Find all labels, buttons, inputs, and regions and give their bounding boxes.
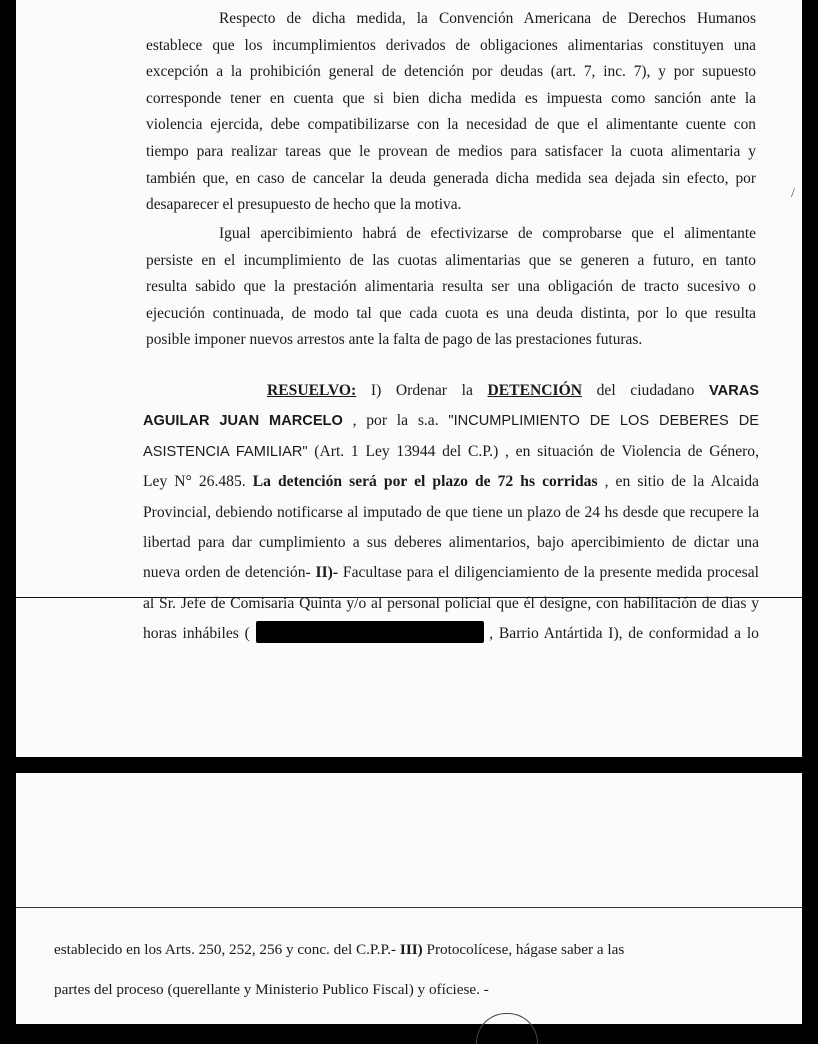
resolution-line: Provincial, debiendo notificarse al imputado de que tiene un plazo de 24 hs desde que recupere la xyxy=(143,503,759,521)
resolution-text: I) Ordenar la xyxy=(370,382,473,399)
section-number: III) xyxy=(399,941,423,958)
accused-name: VARAS xyxy=(709,383,760,399)
paragraph-2 xyxy=(146,221,756,354)
redaction-bar xyxy=(256,621,484,643)
paragraph-1-line: desaparecer el presupuesto de hecho que la motiva. xyxy=(146,196,462,214)
resolution-text: , Barrio Antártida I), de conformidad a lo xyxy=(489,625,759,643)
resolution-text: horas inhábiles ( xyxy=(143,625,250,643)
detencion-word: DETENCIÓN xyxy=(487,382,582,399)
page-2-line: partes del proceso (querellante y Ministerio Publico Fiscal) y ofíciese. - xyxy=(54,981,489,998)
resolution-line: al Sr. Jefe de Comisaria Quinta y/o al personal policial que él designe, con habilitación de días y xyxy=(143,594,759,612)
section-number: II)- xyxy=(315,564,339,582)
margin-mark: / xyxy=(791,186,795,201)
accused-name: AGUILAR JUAN MARCELO xyxy=(143,413,343,430)
closing-text: establecido en los Arts. 250, 252, 256 y conc. del C.P.P.- xyxy=(54,941,397,958)
resolution-line: libertad para dar cumplimiento a sus deberes alimentarios, bajo apercibimiento de dictar una xyxy=(143,533,759,551)
paragraph-2-line: resulta sabido que la prestación alimentaria resulta ser una obligación de tracto sucesivo o xyxy=(146,278,756,296)
page-2-line xyxy=(54,941,694,959)
charge-text: "INCUMPLIMIENTO DE LOS DEBERES DE xyxy=(448,413,759,430)
scan-fold-line xyxy=(16,597,802,598)
law-reference: (Art. 1 Ley 13944 del C.P.) xyxy=(314,442,499,460)
paragraph-2-line: ejecución continuada, de modo tal que cada cuota es una deuda distinta, por lo que resulta xyxy=(146,304,756,322)
document-page-2 xyxy=(16,773,802,1024)
paragraph-1-line: excepción a la prohibición general de detención por deudas (art. 7, inc. 7), y por supuesto xyxy=(146,63,756,81)
charge-text: ASISTENCIA FAMILIAR" xyxy=(143,443,308,460)
paragraph-1-line: tiempo para realizar tareas que le provean de medios para satisfacer la cuota alimentaria y xyxy=(146,142,756,160)
resolution-line xyxy=(143,619,759,649)
paragraph-1-line: corresponde tener en cuenta que si bien dicha medida es impuesta como sanción ante la xyxy=(146,89,756,107)
paragraph-2-line: Igual apercibimiento habrá de efectivizarse de comprobarse que el alimentante xyxy=(219,225,756,242)
paragraph-1-line: violencia ejercida, debe compatibilizarse con la necesidad de que el alimentante cuente con xyxy=(146,116,756,134)
resolution-line xyxy=(143,406,759,436)
paragraph-1-line: también que, en caso de cancelar la deuda generada dicha medida sea dejada sin efecto, por xyxy=(146,169,756,187)
resolution-text: del ciudadano xyxy=(596,382,695,399)
resolution-text: Ley N° 26.485. xyxy=(143,473,246,491)
paragraph-2-line: posible imponer nuevos arrestos ante la falta de pago de las prestaciones futuras. xyxy=(146,331,643,349)
paragraph-1-line: Respecto de dicha medida, la Convención Americana de Derechos Humanos xyxy=(219,10,756,27)
stamp-arc xyxy=(476,1013,538,1044)
scan-fold-line xyxy=(16,907,802,908)
resolution-text: , por la s.a. xyxy=(352,412,439,430)
detention-term: La detención será por el plazo de 72 hs corridas xyxy=(252,473,598,491)
closing-text: Protocolícese, hágase saber a las xyxy=(426,941,625,958)
resolution-text: , en sitio de la Alcaida xyxy=(604,473,759,491)
document-page-1 xyxy=(16,0,802,757)
resolution-text: , en situación de Violencia de Género, xyxy=(505,442,760,460)
resolution-line xyxy=(143,437,759,467)
resolution-line xyxy=(143,558,759,588)
paragraph-1-line: establece que los incumplimientos derivados de obligaciones alimentarias constituyen una xyxy=(146,36,756,54)
paragraph-2-line: persiste en el incumplimiento de las cuotas alimentarias que se generen a futuro, en tanto xyxy=(146,251,756,269)
resuelvo-heading: RESUELVO: xyxy=(267,382,357,399)
resolution-block xyxy=(143,376,759,650)
resolution-line xyxy=(143,376,759,406)
resolution-text: nueva orden de detención- xyxy=(143,564,311,582)
resolution-text: Facultase para el diligenciamiento de la presente medida procesal xyxy=(342,564,759,582)
resolution-line xyxy=(143,467,759,497)
paragraph-1 xyxy=(146,6,756,219)
